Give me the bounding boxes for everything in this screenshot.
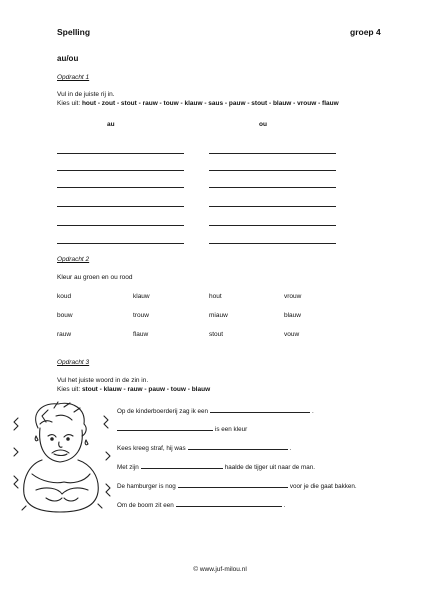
sentence-text: is een kleur: [215, 426, 248, 433]
grid-word[interactable]: klauw: [133, 293, 150, 300]
grid-word[interactable]: blauw: [284, 312, 301, 319]
answer-line[interactable]: [57, 225, 184, 226]
answer-line[interactable]: [209, 225, 336, 226]
fill-in-blank[interactable]: [178, 481, 288, 488]
exercise-3-label: Opdracht 3: [57, 359, 90, 366]
answer-line[interactable]: [209, 153, 336, 154]
sentence-text: De hamburger is nog: [117, 483, 176, 490]
group-label: groep 4: [350, 27, 381, 37]
answer-line[interactable]: [57, 243, 184, 244]
sentence-text: .: [289, 445, 292, 452]
sick-child-illustration: [12, 398, 112, 516]
grid-word[interactable]: rauw: [57, 331, 72, 338]
grid-word[interactable]: koud: [57, 293, 72, 300]
grid-word[interactable]: trouw: [133, 312, 149, 319]
sentence-3: [117, 443, 291, 452]
exercise-3-word-bank: [57, 386, 210, 393]
exercise-2-label: Opdracht 2: [57, 256, 90, 263]
exercise-1-instruction: Vul in de juiste rij in.: [57, 91, 115, 98]
word-bank-words: stout - klauw - rauw - pauw - touw - blauw: [81, 386, 211, 393]
fill-in-blank[interactable]: [141, 462, 223, 469]
sentence-text: .: [283, 502, 286, 509]
answer-line[interactable]: [209, 243, 336, 244]
sentence-text: Kees kreeg straf, hij was: [117, 445, 186, 452]
sentence-text: Met zijn: [117, 464, 139, 471]
answer-line[interactable]: [209, 187, 336, 188]
sentence-1: [117, 406, 314, 415]
column-header-ou: ou: [259, 121, 267, 128]
exercise-1-word-bank: [57, 100, 339, 107]
word-bank-label: Kies uit:: [57, 100, 81, 107]
fill-in-blank[interactable]: [188, 443, 288, 450]
answer-line[interactable]: [57, 170, 184, 171]
exercise-2-instruction: Kleur au groen en ou rood: [57, 274, 133, 281]
answer-line[interactable]: [57, 153, 184, 154]
exercise-1-label: Opdracht 1: [57, 74, 90, 81]
sentence-4: [117, 462, 315, 471]
grid-word[interactable]: vrouw: [284, 293, 302, 300]
sentence-2: [117, 424, 247, 433]
grid-word[interactable]: hout: [209, 293, 222, 300]
word-bank-words: hout - zout - stout - rauw - touw - klauw - saus - pauw - stout - blauw - vrouw - flauw: [81, 100, 339, 107]
answer-line[interactable]: [57, 206, 184, 207]
sentence-text: haalde de tijger uit naar de man.: [224, 464, 316, 471]
grid-word[interactable]: stout: [209, 331, 224, 338]
column-header-au: au: [107, 121, 115, 128]
worksheet-subtitle: au/ou: [57, 54, 79, 63]
grid-word[interactable]: miauw: [209, 312, 228, 319]
sentence-text: Op de kinderboerderij zag ik een: [117, 408, 209, 415]
grid-word[interactable]: bouw: [57, 312, 73, 319]
worksheet-title: Spelling: [57, 27, 91, 37]
grid-word[interactable]: flauw: [133, 331, 149, 338]
answer-line[interactable]: [209, 170, 336, 171]
grid-word[interactable]: vouw: [284, 331, 300, 338]
footer-credit: © www.juf-milou.nl: [193, 566, 247, 573]
sentence-text: Om de boom zit een: [117, 502, 174, 509]
fill-in-blank[interactable]: [176, 500, 282, 507]
fill-in-blank[interactable]: [210, 406, 310, 413]
answer-line[interactable]: [209, 206, 336, 207]
answer-line[interactable]: [57, 187, 184, 188]
exercise-3-instruction: Vul het juiste woord in de zin in.: [57, 377, 149, 384]
sentence-text: voor je die gaat bakken.: [289, 483, 357, 490]
sentence-5: [117, 481, 357, 490]
word-bank-label: Kies uit:: [57, 386, 81, 393]
sentence-6: [117, 500, 285, 509]
fill-in-blank[interactable]: [117, 424, 213, 431]
sentence-text: .: [312, 408, 314, 415]
